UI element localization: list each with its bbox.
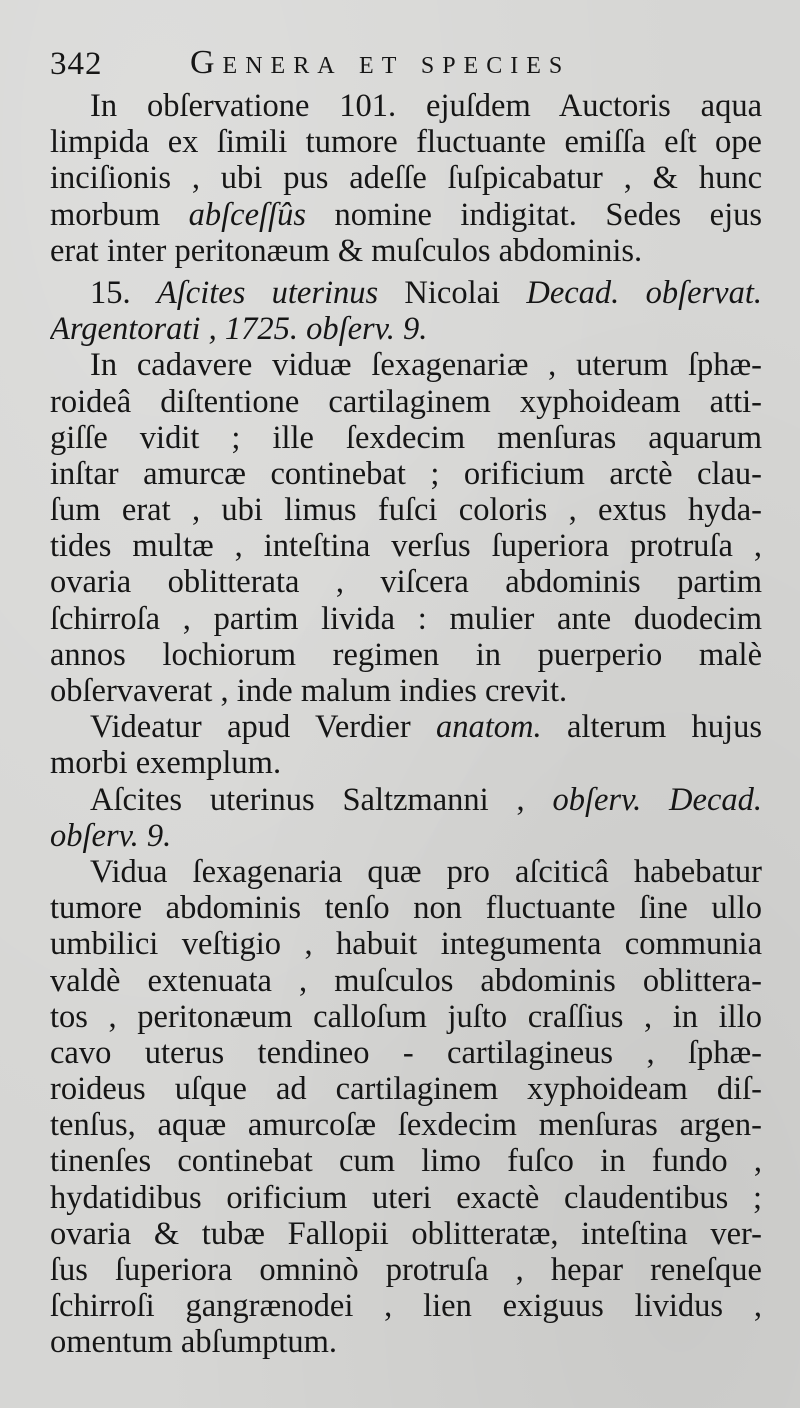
text-line bbox=[50, 275, 762, 311]
text-line: tos , peritonæum calloſum juſto craſſius , in illo bbox=[50, 998, 762, 1035]
text-line: tinenſes continebat cum limo fuſco in fundo , bbox=[50, 1143, 762, 1180]
italic-text-run: obſerv. 9. bbox=[50, 817, 172, 854]
paragraph bbox=[50, 782, 762, 854]
text-line bbox=[50, 709, 762, 745]
text-line: valdè extenuata , muſculos abdominis oblittera- bbox=[50, 962, 762, 999]
text-line: obſervaverat , inde malum indies crevit. bbox=[50, 673, 568, 709]
text-run: morbum bbox=[50, 196, 189, 233]
paragraph bbox=[50, 854, 762, 1361]
paragraph bbox=[50, 709, 762, 781]
italic-text-run: Aſcites uterinus bbox=[156, 274, 379, 311]
paragraph bbox=[50, 275, 762, 347]
text-line: hydatidibus orificium uteri exactè claudentibus ; bbox=[50, 1179, 762, 1216]
italic-text-run: anatom. bbox=[436, 709, 542, 746]
italic-text-run: Argentorati , 1725. obſerv. 9. bbox=[50, 311, 428, 348]
italic-text-run: Decad. obſervat. bbox=[526, 274, 762, 311]
text-line: ſum erat , ubi limus fuſci coloris , extus hyda- bbox=[50, 492, 762, 529]
text-run: Aſcites uterinus Saltzmanni , bbox=[90, 781, 553, 818]
text-run: Nicolai bbox=[378, 274, 527, 311]
text-line: tumore abdominis tenſo non fluctuante ſine ullo bbox=[50, 890, 762, 927]
page-number: 342 bbox=[50, 46, 103, 82]
paragraph bbox=[50, 347, 762, 709]
text-line: morbi exemplum. bbox=[50, 745, 282, 782]
text-line: omentum abſumptum. bbox=[50, 1324, 338, 1361]
text-line: annos lochiorum regimen in puerperio malè bbox=[50, 636, 762, 673]
text-line: Vidua ſexagenaria quæ pro aſciticâ habebatur bbox=[90, 853, 762, 890]
text-line: tides multæ , inteſtina verſus ſuperiora protruſa , bbox=[50, 528, 762, 565]
text-line: tenſus, aquæ amurcoſæ ſexdecim menſuras argen- bbox=[50, 1107, 762, 1144]
text-line: roideus uſque ad cartilaginem xyphoideam diſ- bbox=[50, 1071, 762, 1108]
text-line: cavo uterus tendineo - cartilagineus , ſphæ- bbox=[50, 1034, 762, 1071]
text-line: umbilici veſtigio , habuit integumenta communia bbox=[50, 926, 762, 963]
text-line bbox=[50, 311, 762, 347]
text-line: giſſe vidit ; ille ſexdecim menſuras aquarum bbox=[50, 419, 762, 456]
text-body bbox=[50, 88, 762, 1361]
text-line: inciſionis , ubi pus adeſſe ſuſpicabatur , & hunc bbox=[50, 160, 762, 197]
text-line: ſchirroſi gangrænodei , lien exiguus lividus , bbox=[50, 1288, 762, 1325]
text-line bbox=[50, 818, 762, 854]
text-line: In obſervatione 101. ejuſdem Auctoris aqua bbox=[90, 88, 762, 124]
italic-text-run: abſceſſûs bbox=[188, 196, 306, 233]
text-line: roideâ diſtentione cartilaginem xyphoideam atti- bbox=[50, 383, 762, 420]
italic-text-run: obſerv. Decad. bbox=[552, 781, 762, 818]
text-run: Videatur apud Verdier bbox=[90, 709, 436, 746]
text-line: In cadavere viduæ ſexagenariæ , uterum ſphæ- bbox=[90, 347, 762, 384]
text-line: ſchirroſa , partim livida : mulier ante duodecim bbox=[50, 600, 762, 637]
text-line bbox=[50, 782, 762, 818]
running-title: Genera et species bbox=[190, 44, 571, 81]
paragraph bbox=[50, 88, 762, 275]
text-run: alterum hujus bbox=[541, 709, 762, 746]
text-run: 15. bbox=[90, 274, 157, 311]
text-line bbox=[50, 197, 762, 233]
text-line: erat inter peritonæum & muſculos abdominis. bbox=[50, 232, 643, 269]
text-line: ovaria & tubæ Fallopii oblitteratæ, inteſtina ver- bbox=[50, 1215, 762, 1252]
page-header bbox=[50, 40, 760, 88]
text-line: ovaria oblitterata , viſcera abdominis partim bbox=[50, 564, 762, 601]
text-run: nomine indigitat. Sedes ejus bbox=[305, 196, 762, 233]
text-line: limpida ex ſimili tumore fluctuante emiſſa eſt ope bbox=[50, 124, 762, 161]
text-line: inſtar amurcæ continebat ; orificium arctè clau- bbox=[50, 455, 762, 492]
text-line: ſus ſuperiora omninò protruſa , hepar reneſque bbox=[50, 1252, 762, 1288]
